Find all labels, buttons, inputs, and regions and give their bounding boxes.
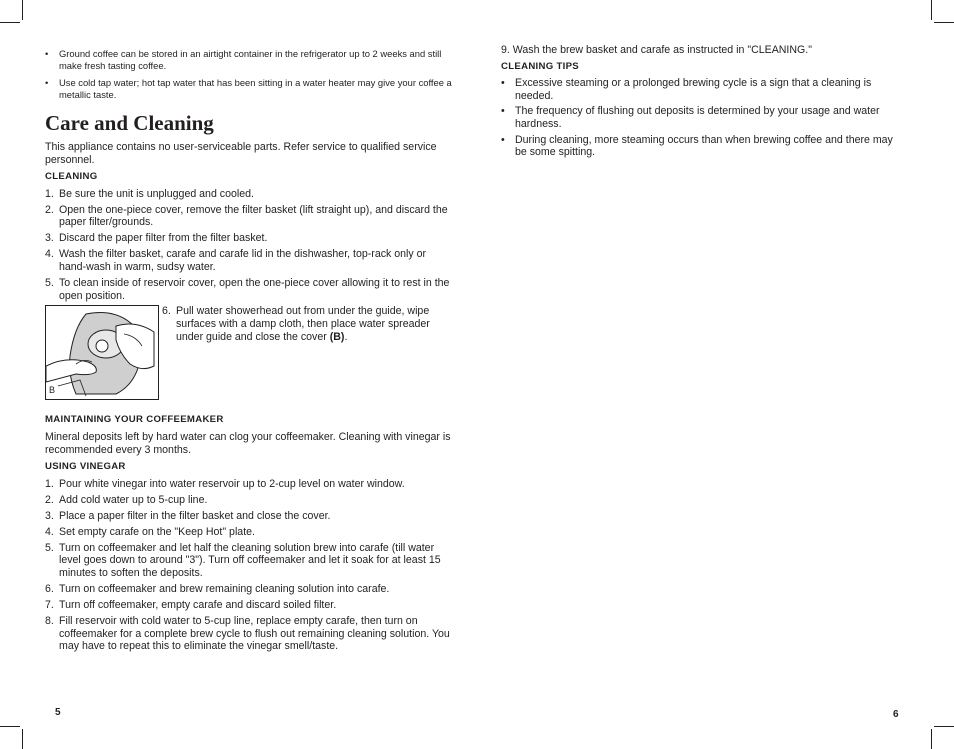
water-tip: • Use cold tap water; hot tap water that has been sitting in a water heater may give your coffee a metallic taste. bbox=[45, 77, 455, 101]
crop-mark bbox=[0, 22, 20, 23]
cleaning-tip: • The frequency of flushing out deposits is determined by your usage and water hardness. bbox=[501, 105, 906, 130]
cleaning-tip: • During cleaning, more steaming occurs than when brewing coffee and there may be some spitting. bbox=[501, 134, 906, 159]
page-number-left: 5 bbox=[55, 707, 61, 718]
cleaning-step-6: 6. Pull water showerhead out from under the guide, wipe surfaces with a damp cloth, then place water spreader under guide and close the cover (B). bbox=[162, 305, 430, 343]
maintain-text: Mineral deposits left by hard water can clog your coffeemaker. Cleaning with vinegar is recommended every 3 months. bbox=[45, 431, 451, 456]
cleaning-step-9: 9. Wash the brew basket and carafe as instructed in "CLEANING." bbox=[501, 44, 812, 56]
storage-tip: • Ground coffee can be stored in an airtight container in the refrigerator up to 2 weeks and still make fresh tasting coffee. bbox=[45, 48, 455, 72]
crop-mark bbox=[931, 0, 932, 20]
page-number-right: 6 bbox=[893, 709, 899, 720]
vinegar-step: 1. Pour white vinegar into water reservoir up to 2-cup level on water window. bbox=[45, 477, 405, 490]
vinegar-step: 7. Turn off coffeemaker, empty carafe and discard soiled filter. bbox=[45, 598, 337, 611]
crop-mark bbox=[931, 729, 932, 749]
vinegar-heading: USING VINEGAR bbox=[45, 461, 126, 473]
vinegar-step: 6. Turn on coffeemaker and brew remaining cleaning solution into carafe. bbox=[45, 582, 390, 595]
cleaning-step: 1. Be sure the unit is unplugged and cooled. bbox=[45, 187, 254, 200]
cleaning-step: 2. Open the one-piece cover, remove the filter basket (lift straight up), and discard the paper filter/grounds. bbox=[45, 203, 448, 229]
showerhead-illustration bbox=[46, 306, 158, 399]
crop-mark bbox=[934, 22, 954, 23]
right-page bbox=[501, 44, 906, 162]
left-page bbox=[45, 48, 455, 656]
vinegar-step: 2. Add cold water up to 5-cup line. bbox=[45, 493, 208, 506]
page-title: Care and Cleaning bbox=[45, 111, 214, 135]
cleaning-tip: • Excessive steaming or a prolonged brewing cycle is a sign that a cleaning is needed. bbox=[501, 77, 906, 102]
vinegar-step: 4. Set empty carafe on the "Keep Hot" plate. bbox=[45, 525, 255, 538]
cleaning-step: 3. Discard the paper filter from the filter basket. bbox=[45, 232, 268, 245]
maintain-heading: MAINTAINING YOUR COFFEEMAKER bbox=[45, 414, 224, 426]
vinegar-step: 3. Place a paper filter in the filter basket and close the cover. bbox=[45, 509, 331, 522]
figure-label: B bbox=[49, 384, 56, 395]
intro-text: This appliance contains no user-serviceable parts. Refer service to qualified service personnel. bbox=[45, 141, 437, 166]
vinegar-step: 5. Turn on coffeemaker and let half the cleaning solution brew into carafe (till water level goes down to around "3"). Turn off coffeemaker and let it soak for at least 15 minutes to soften the deposits. bbox=[45, 541, 441, 579]
crop-mark bbox=[22, 0, 23, 20]
figure-row bbox=[45, 305, 455, 400]
cleaning-step: 5. To clean inside of reservoir cover, open the one-piece cover allowing it to rest in the open position. bbox=[45, 276, 450, 302]
vinegar-step: 8. Fill reservoir with cold water to 5-cup line, replace empty carafe, then turn on coffeemaker for a complete brew cycle to flush out remaining cleaning solution. You may have to repeat this to eliminate the vinegar smell/taste. bbox=[45, 614, 450, 653]
figure-reference: (B) bbox=[329, 330, 345, 343]
figure-b-illustration bbox=[45, 305, 159, 400]
cleaning-tips-heading: CLEANING TIPS bbox=[501, 60, 579, 72]
cleaning-step: 4. Wash the filter basket, carafe and carafe lid in the dishwasher, top-rack only or hand-wash in warm, sudsy water. bbox=[45, 248, 427, 273]
crop-mark bbox=[0, 726, 20, 727]
crop-mark bbox=[22, 729, 23, 749]
cleaning-heading: CLEANING bbox=[45, 171, 98, 183]
crop-mark bbox=[934, 726, 954, 727]
